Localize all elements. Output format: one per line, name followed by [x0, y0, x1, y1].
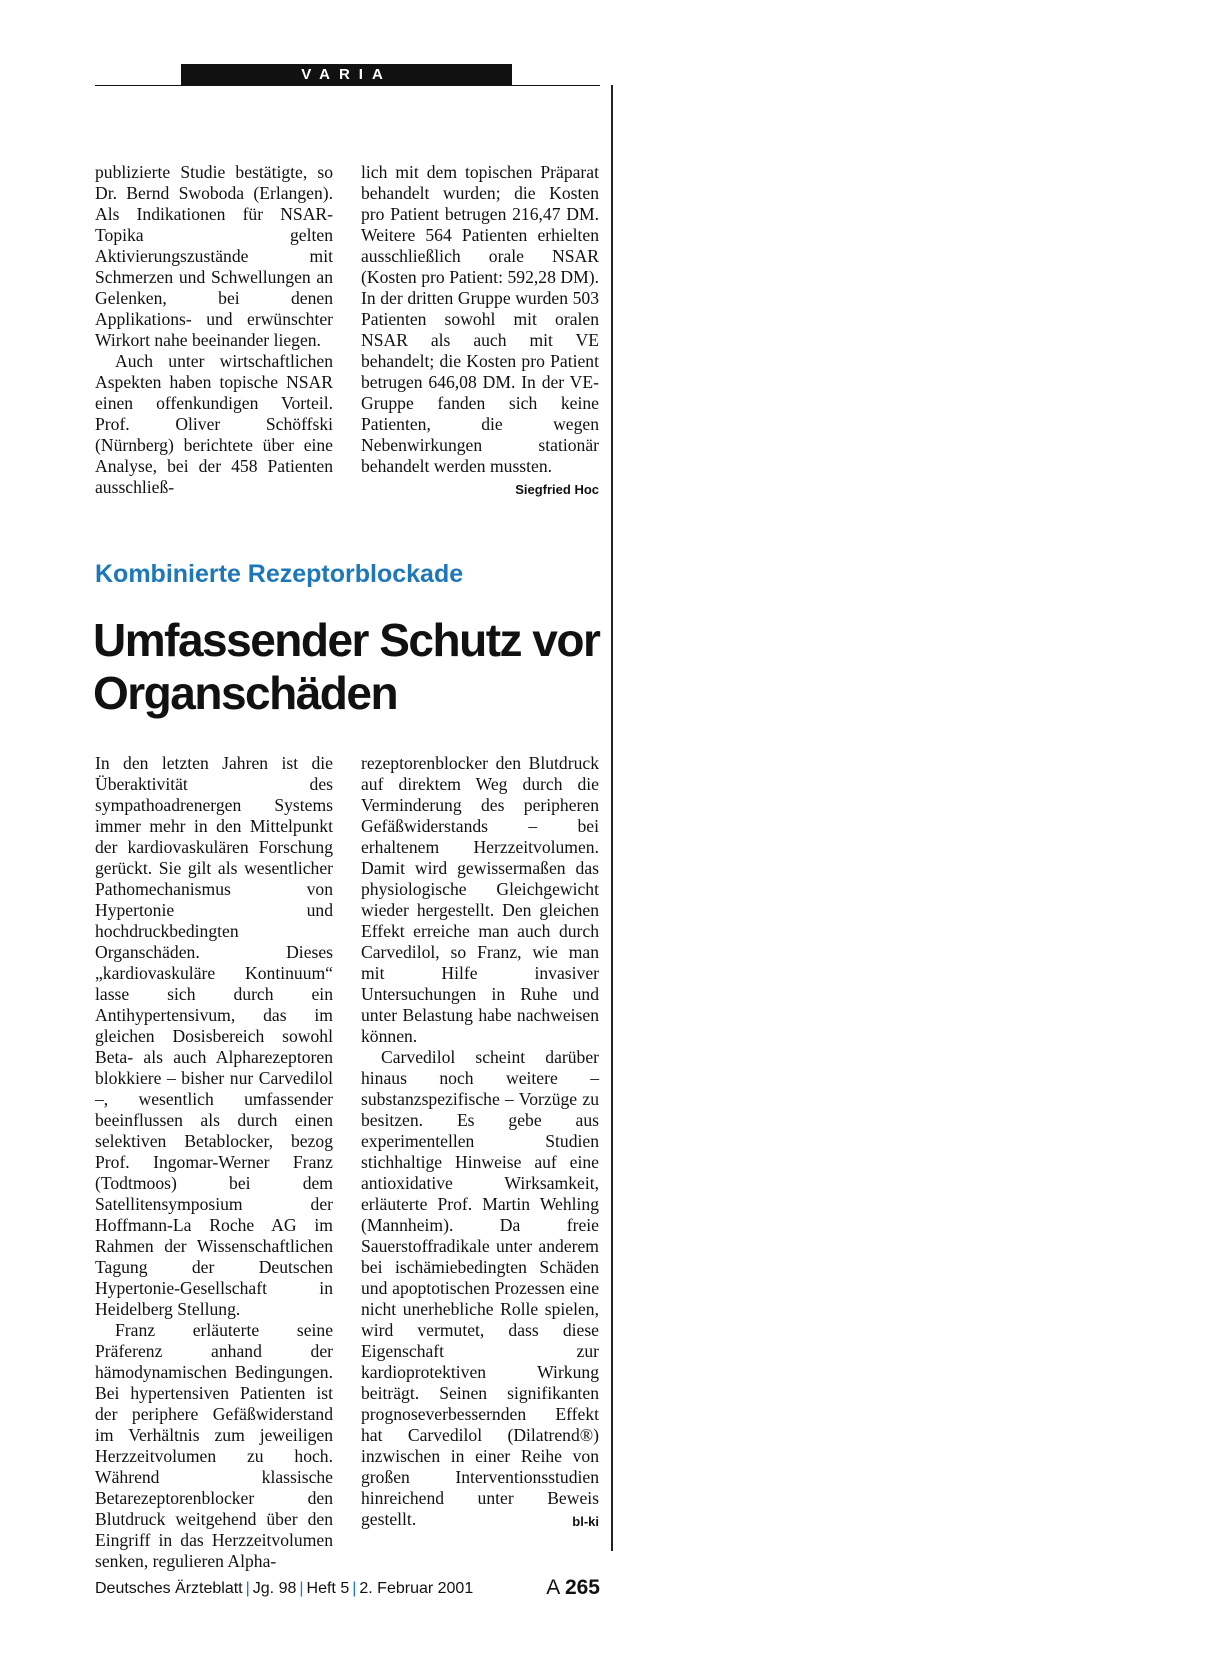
page-number	[546, 1576, 600, 1600]
article1-col2-paragraph-1	[361, 162, 599, 497]
page-footer	[95, 1576, 600, 1606]
article2-column-1	[95, 753, 333, 1572]
article2-col2-text: Carvedilol scheint darüber hinaus noch weitere – substanzspezifische – Vorzüge zu besitzen. Es gebe aus experimentellen Studien stichhaltige Hinweise auf eine antioxidative Wirksamkeit, erläuterte Prof. Martin Wehling (Mannheim). Da freie Sauerstoffradikale unter anderem bei ischämiebedingten Schäden und apoptotischen Prozessen eine nicht unerhebliche Rolle spielen, wird vermutet, dass diese Eigenschaft zur kardioprotektiven Wirkung beiträgt. Seinen signifikanten prognoseverbessernden Effekt hat Carvedilol (Dilatrend®) inzwischen in einer Reihe von großen Interventionsstudien hinreichend unter Beweis gestellt.	[361, 1047, 599, 1529]
article2-col2-paragraph-1: rezeptorenblocker den Blutdruck auf direktem Weg durch die Verminderung des peripheren Gefäßwiderstands – bei erhaltenem Herzzeitvolumen. Damit wird gewissermaßen das physiologische Gleichgewicht wieder hergestellt. Den gleichen Effekt erreiche man auch durch Carvedilol, so Franz, wie man mit Hilfe invasiver Untersuchungen in Ruhe und unter Belastung habe nachweisen können.	[361, 753, 599, 1046]
article2-col1-paragraph-1: In den letzten Jahren ist die Überaktivität des sympathoadrenergen Systems immer mehr in den Mittelpunkt der kardiovaskulären Forschung gerückt. Sie gilt als wesentlicher Pathomechanismus von Hypertonie und hochdruckbedingten Organschäden. Dieses „kardiovaskuläre Kontinuum“ lasse sich durch ein Antihypertensivum, das im gleichen Dosisbereich sowohl Beta- als auch Alpharezeptoren blokkiere – bisher nur Carvedilol –, wesentlich umfassender beeinflussen als durch einen selektiven Betablocker, bezog Prof. Ingomar-Werner Franz (Todtmoos) bei dem Satellitensymposium der Hoffmann-La Roche AG im Rahmen der Wissenschaftlichen Tagung der Deutschen Hypertonie-Gesellschaft in Heidelberg Stellung.	[95, 753, 333, 1319]
article2-signature: bl-ki	[572, 1514, 599, 1529]
footer-separator: |	[245, 1580, 250, 1597]
footer-journal: Deutsches Ärzteblatt	[95, 1580, 243, 1597]
article1-column-1	[95, 162, 333, 498]
page-number-value: 265	[564, 1576, 600, 1599]
footer-separator: |	[299, 1580, 304, 1597]
article1-signature: Siegfried Hoc	[515, 482, 599, 497]
article2-headline-line-1: Umfassender Schutz vor	[93, 614, 600, 666]
article1-column-2	[361, 162, 599, 500]
article2-col1-paragraph-2: Franz erläuterte seine Präferenz anhand der hämodynamischen Bedingungen. Bei hypertensiven Patienten ist der periphere Gefäßwiderstand im Verhältnis zum jeweiligen Herzzeitvolumen zu hoch. Während klassische Betarezeptorenblocker den Blutdruck weitgehend über den Eingriff in das Herzzeitvolumen senken, regulieren Alpha-	[95, 1320, 333, 1571]
section-header-varia: VARIA	[181, 64, 512, 86]
footer-issue: Heft 5	[306, 1580, 350, 1597]
article1-col1-paragraph-1: publizierte Studie bestätigte, so Dr. Bernd Swoboda (Erlangen). Als Indikationen für NSAR-Topika gelten Aktivierungszustände mit Schmerzen und Schwellungen an Gelenken, bei denen Applikations- und erwünschter Wirkort nahe beeinander liegen.	[95, 162, 333, 350]
article1-col2-text: lich mit dem topischen Präparat behandelt wurden; die Kosten pro Patient betrugen 216,47 DM. Weitere 564 Patienten erhielten ausschließlich orale NSAR (Kosten pro Patient: 592,28 DM). In der dritten Gruppe wurden 503 Patienten sowohl mit oralen NSAR als auch mit VE behandelt; die Kosten pro Patient betrugen 646,08 DM. In der VE-Gruppe fanden sich keine Patienten, die wegen Nebenwirkungen stationär behandelt werden mussten.	[361, 162, 599, 476]
article2-col2-paragraph-2	[361, 1047, 599, 1530]
article2-headline-line-2: Organschäden	[93, 667, 398, 719]
article2-kicker: Kombinierte Rezeptorblockade	[95, 560, 464, 588]
footer-date: 2. Februar 2001	[359, 1580, 474, 1597]
header-rule	[95, 85, 600, 86]
article2-column-2	[361, 753, 599, 1532]
footer-volume: Jg. 98	[252, 1580, 297, 1597]
footer-separator: |	[352, 1580, 357, 1597]
column-rule	[611, 85, 613, 1551]
article1-col1-paragraph-2: Auch unter wirtschaftlichen Aspekten haben topische NSAR einen offenkundigen Vorteil. Prof. Oliver Schöffski (Nürnberg) berichtete über eine Analyse, bei der 458 Patienten ausschließ-	[95, 351, 333, 497]
article2-headline	[93, 614, 613, 720]
page-prefix: A	[546, 1576, 560, 1599]
